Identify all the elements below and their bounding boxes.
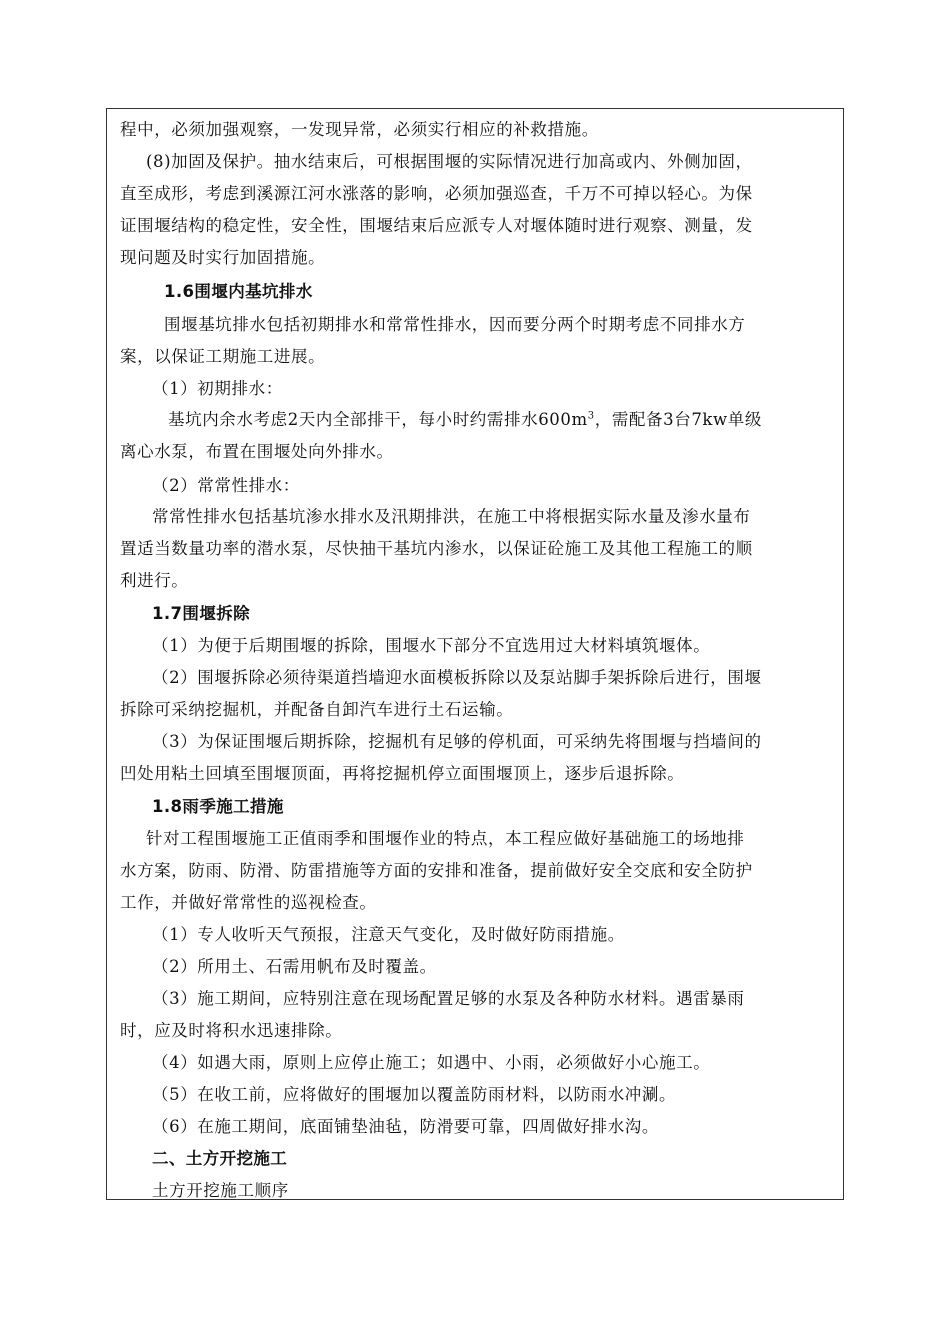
text-line: （3）为保证围堰后期拆除，挖掘机有足够的停机面，可采纳先将围堰与挡墙间的: [152, 732, 762, 751]
text-segment: 基坑内余水考虑2天内全部排干，每小时约需排水600m: [168, 410, 588, 429]
text-line: （2）所用土、石需用帆布及时覆盖。: [152, 957, 437, 976]
text-line: 凹处用粘土回填至围堰顶面，再将挖掘机停立面围堰顶上，逐步后退拆除。: [120, 764, 685, 783]
text-line: 拆除可采纳挖掘机，并配备自卸汽车进行土石运输。: [120, 700, 514, 719]
text-line: （1）专人收听天气预报，注意天气变化，及时做好防雨措施。: [152, 925, 625, 944]
text-line: 现问题及时实行加固措施。: [120, 248, 326, 267]
text-line: 离心水泵，布置在围堰处向外排水。: [120, 442, 394, 461]
text-line: （5）在收工前，应将做好的围堰加以覆盖防雨材料，以防雨水冲涮。: [152, 1085, 677, 1104]
text-line: 时，应及时将积水迅速排除。: [120, 1021, 343, 1040]
text-line: 针对工程围堰施工正值雨季和围堰作业的特点，本工程应做好基础施工的场地排: [146, 829, 745, 848]
section-heading: 1.8雨季施工措施: [152, 797, 284, 816]
text-segment: ，需配备3台7kw单级: [594, 410, 762, 429]
text-line: （3）施工期间，应特别注意在现场配置足够的水泵及各种防水材料。遇雷暴雨: [152, 989, 745, 1008]
text-line: 直至成形，考虑到溪源江河水涨落的影响，必须加强巡查，千万不可掉以轻心。为保: [120, 184, 753, 203]
text-line: 案，以保证工期施工进展。: [120, 347, 326, 366]
text-line: （1）初期排水：: [152, 379, 283, 398]
text-line: （6）在施工期间，底面铺垫油毡，防滑要可靠，四周做好排水沟。: [152, 1117, 659, 1136]
text-line: 利进行。: [120, 571, 189, 590]
superscript: 3: [587, 410, 595, 422]
text-line: （4）如遇大雨，原则上应停止施工；如遇中、小雨，必须做好小心施工。: [152, 1053, 711, 1072]
text-line: （2）常常性排水：: [152, 476, 300, 495]
text-line: 水方案，防雨、防滑、防雷措施等方面的安排和准备，提前做好安全交底和安全防护: [120, 861, 753, 880]
text-line: （1）为便于后期围堰的拆除，围堰水下部分不宜选用过大材料填筑堰体。: [152, 636, 711, 655]
text-line: （2）围堰拆除必须待渠道挡墙迎水面模板拆除以及泵站脚手架拆除后进行，围堰: [152, 668, 762, 687]
text-line: 土方开挖施工顺序: [152, 1181, 289, 1200]
text-line: [168, 410, 880, 430]
section-heading: 1.6围堰内基坑排水: [164, 282, 313, 301]
text-line: 程中，必须加强观察，一发现异常，必须实行相应的补救措施。: [120, 120, 599, 139]
text-line: 证围堰结构的稳定性，安全性，围堰结束后应派专人对堰体随时进行观察、测量，发: [120, 216, 753, 235]
text-line: 常常性排水包括基坑渗水排水及汛期排洪，在施工中将根据实际水量及渗水量布: [152, 507, 751, 526]
section-heading: 1.7围堰拆除: [152, 604, 251, 623]
text-line: 工作，并做好常常性的巡视检查。: [120, 893, 377, 912]
text-line: 围堰基坑排水包括初期排水和常常性排水，因而要分两个时期考虑不同排水方: [164, 315, 746, 334]
section-heading: 二、土方开挖施工: [152, 1149, 288, 1168]
text-line: 置适当数量功率的潜水泵，尽快抽干基坑内渗水，以保证砼施工及其他工程施工的顺: [120, 539, 753, 558]
text-line: (8)加固及保护。抽水结束后，可根据围堰的实际情况进行加高或内、外侧加固，: [146, 152, 753, 171]
